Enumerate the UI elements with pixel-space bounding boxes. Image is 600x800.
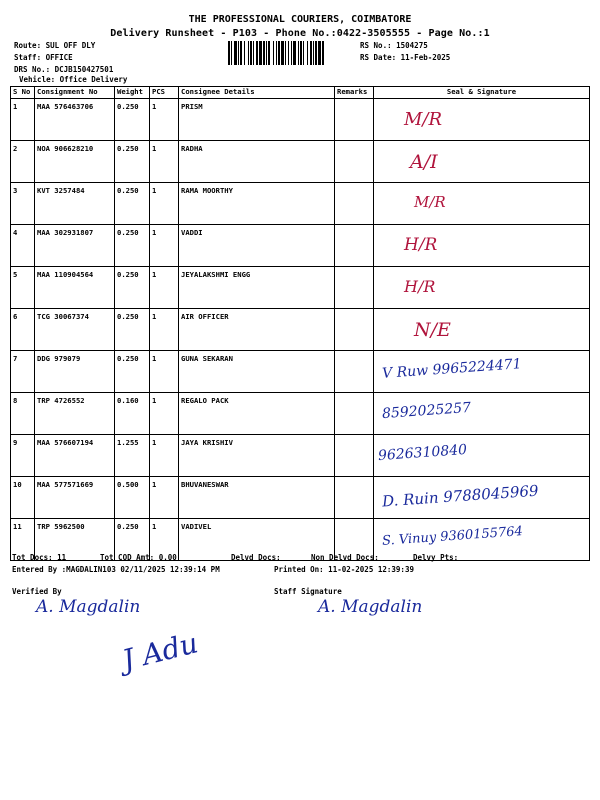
document-subtitle: Delivery Runsheet - P103 - Phone No.:0422-3505555 - Page No.:1 [110, 28, 490, 39]
table-row [11, 183, 590, 225]
handwritten-signature: A/I [410, 151, 438, 173]
cell-consignment: MAA 576463706 [35, 99, 115, 141]
cell-remarks [335, 141, 374, 183]
cell-pcs: 1 [150, 225, 179, 267]
cell-weight: 0.250 [115, 351, 150, 393]
cell-signature [374, 225, 590, 267]
cell-consignment: TCG 30067374 [35, 309, 115, 351]
cell-signature [374, 99, 590, 141]
cell-consignee: BHUVANESWAR [179, 477, 335, 519]
staff-signature: A. Magdalin [318, 597, 423, 617]
handwritten-signature: N/E [414, 319, 451, 341]
cell-signature [374, 309, 590, 351]
printed-on: Printed On: 11-02-2025 12:39:39 [274, 565, 414, 574]
cell-pcs: 1 [150, 99, 179, 141]
drs-number: DRS No.: DCJB150427501 [14, 65, 114, 74]
cell-consignment: MAA 576607194 [35, 435, 115, 477]
extra-signature: J Adu [119, 626, 202, 677]
cell-consignment: TRP 5962500 [35, 519, 115, 561]
delivered-docs: Delvd Docs: [231, 553, 281, 562]
table-row [11, 435, 590, 477]
rs-number: RS No.: 1504275 [360, 41, 428, 50]
cell-consignee: JAYA KRISHIV [179, 435, 335, 477]
cell-remarks [335, 99, 374, 141]
table-row [11, 351, 590, 393]
table-row [11, 477, 590, 519]
cell-weight: 1.255 [115, 435, 150, 477]
cell-consignee: AIR OFFICER [179, 309, 335, 351]
cell-consignee: PRISM [179, 99, 335, 141]
handwritten-signature: S. Vinuy 9360155764 [381, 524, 524, 549]
cell-remarks [335, 267, 374, 309]
table-row [11, 99, 590, 141]
cell-remarks [335, 393, 374, 435]
cell-consignee: REGALO PACK [179, 393, 335, 435]
cell-pcs: 1 [150, 519, 179, 561]
cell-consignment: KVT 3257484 [35, 183, 115, 225]
cell-consignment: MAA 302931807 [35, 225, 115, 267]
cell-signature [374, 267, 590, 309]
cell-remarks [335, 351, 374, 393]
cell-weight: 0.250 [115, 519, 150, 561]
barcode-image [228, 41, 354, 65]
cell-signature [374, 183, 590, 225]
table-row [11, 519, 590, 561]
cell-sno: 1 [11, 99, 35, 141]
handwritten-signature: 8592025257 [381, 399, 472, 423]
cell-pcs: 1 [150, 393, 179, 435]
cell-consignee: GUNA SEKARAN [179, 351, 335, 393]
cell-consignee: RADHA [179, 141, 335, 183]
handwritten-signature: H/R [404, 277, 436, 296]
handwritten-signature: M/R [404, 109, 443, 130]
staff-label: Staff: OFFICE [14, 53, 73, 62]
table-row [11, 309, 590, 351]
cell-pcs: 1 [150, 183, 179, 225]
cell-consignment: DDG 979079 [35, 351, 115, 393]
verified-by-signature: A. Magdalin [36, 597, 141, 617]
cell-signature [374, 393, 590, 435]
cell-weight: 0.250 [115, 309, 150, 351]
cell-sno: 8 [11, 393, 35, 435]
non-delivered-docs: Non Delvd Docs: [311, 553, 379, 562]
table-row [11, 141, 590, 183]
cell-weight: 0.250 [115, 267, 150, 309]
cell-remarks [335, 183, 374, 225]
cell-sno: 10 [11, 477, 35, 519]
cell-sno: 4 [11, 225, 35, 267]
col-header-consignment: Consignment No [35, 87, 115, 99]
handwritten-signature: D. Ruin 9788045969 [381, 481, 540, 511]
cell-pcs: 1 [150, 435, 179, 477]
cell-signature [374, 477, 590, 519]
cell-weight: 0.250 [115, 183, 150, 225]
cell-sno: 9 [11, 435, 35, 477]
cell-signature [374, 141, 590, 183]
cell-sno: 11 [11, 519, 35, 561]
col-header-signature: Seal & Signature [374, 87, 590, 99]
cell-sno: 6 [11, 309, 35, 351]
entered-by: Entered By :MAGDALIN103 02/11/2025 12:39:14 PM [12, 565, 220, 574]
vehicle-label: Vehicle: Office Delivery [19, 75, 128, 84]
cell-pcs: 1 [150, 141, 179, 183]
cell-weight: 0.500 [115, 477, 150, 519]
cell-remarks [335, 309, 374, 351]
rs-date: RS Date: 11-Feb-2025 [360, 53, 451, 62]
cell-weight: 0.250 [115, 141, 150, 183]
col-header-consignee: Consignee Details [179, 87, 335, 99]
cell-signature [374, 435, 590, 477]
cell-sno: 2 [11, 141, 35, 183]
cell-remarks [335, 435, 374, 477]
col-header-sno: S No [11, 87, 35, 99]
col-header-pcs: PCS [150, 87, 179, 99]
col-header-remarks: Remarks [335, 87, 374, 99]
cell-weight: 0.160 [115, 393, 150, 435]
cell-pcs: 1 [150, 309, 179, 351]
table-row [11, 267, 590, 309]
handwritten-signature: M/R [414, 193, 446, 211]
cell-weight: 0.250 [115, 225, 150, 267]
cell-weight: 0.250 [115, 99, 150, 141]
total-docs: Tot Docs: 11 [12, 553, 67, 562]
cell-pcs: 1 [150, 351, 179, 393]
cell-sno: 5 [11, 267, 35, 309]
table-row [11, 225, 590, 267]
cell-sno: 7 [11, 351, 35, 393]
cell-signature [374, 519, 590, 561]
cell-consignment: MAA 110904564 [35, 267, 115, 309]
cell-pcs: 1 [150, 267, 179, 309]
table-header-row [11, 87, 590, 99]
cell-consignee: VADDI [179, 225, 335, 267]
table-row [11, 393, 590, 435]
cell-consignment: TRP 4726552 [35, 393, 115, 435]
runsheet-table [10, 86, 590, 561]
verified-by-label: Verified By [12, 587, 62, 596]
cell-consignee: RAMA MOORTHY [179, 183, 335, 225]
handwritten-signature: 9626310840 [377, 441, 468, 465]
cell-consignment: MAA 577571669 [35, 477, 115, 519]
cell-consignee: VADIVEL [179, 519, 335, 561]
document-title: THE PROFESSIONAL COURIERS, COIMBATORE [188, 14, 412, 25]
staff-signature-label: Staff Signature [274, 587, 342, 596]
cell-consignment: NOA 906628210 [35, 141, 115, 183]
cell-remarks [335, 477, 374, 519]
handwritten-signature: H/R [404, 235, 438, 255]
delivery-points: Delvy Pts: [413, 553, 459, 562]
route-label: Route: SUL OFF DLY [14, 41, 96, 50]
cell-remarks [335, 225, 374, 267]
cell-sno: 3 [11, 183, 35, 225]
cell-signature [374, 351, 590, 393]
cell-pcs: 1 [150, 477, 179, 519]
col-header-weight: Weight [115, 87, 150, 99]
cell-consignee: JEYALAKSHMI ENGG [179, 267, 335, 309]
total-cod-amount: Tot COD Amt: 0.00 [100, 553, 177, 562]
handwritten-signature: V Ruw 9965224471 [381, 356, 523, 382]
